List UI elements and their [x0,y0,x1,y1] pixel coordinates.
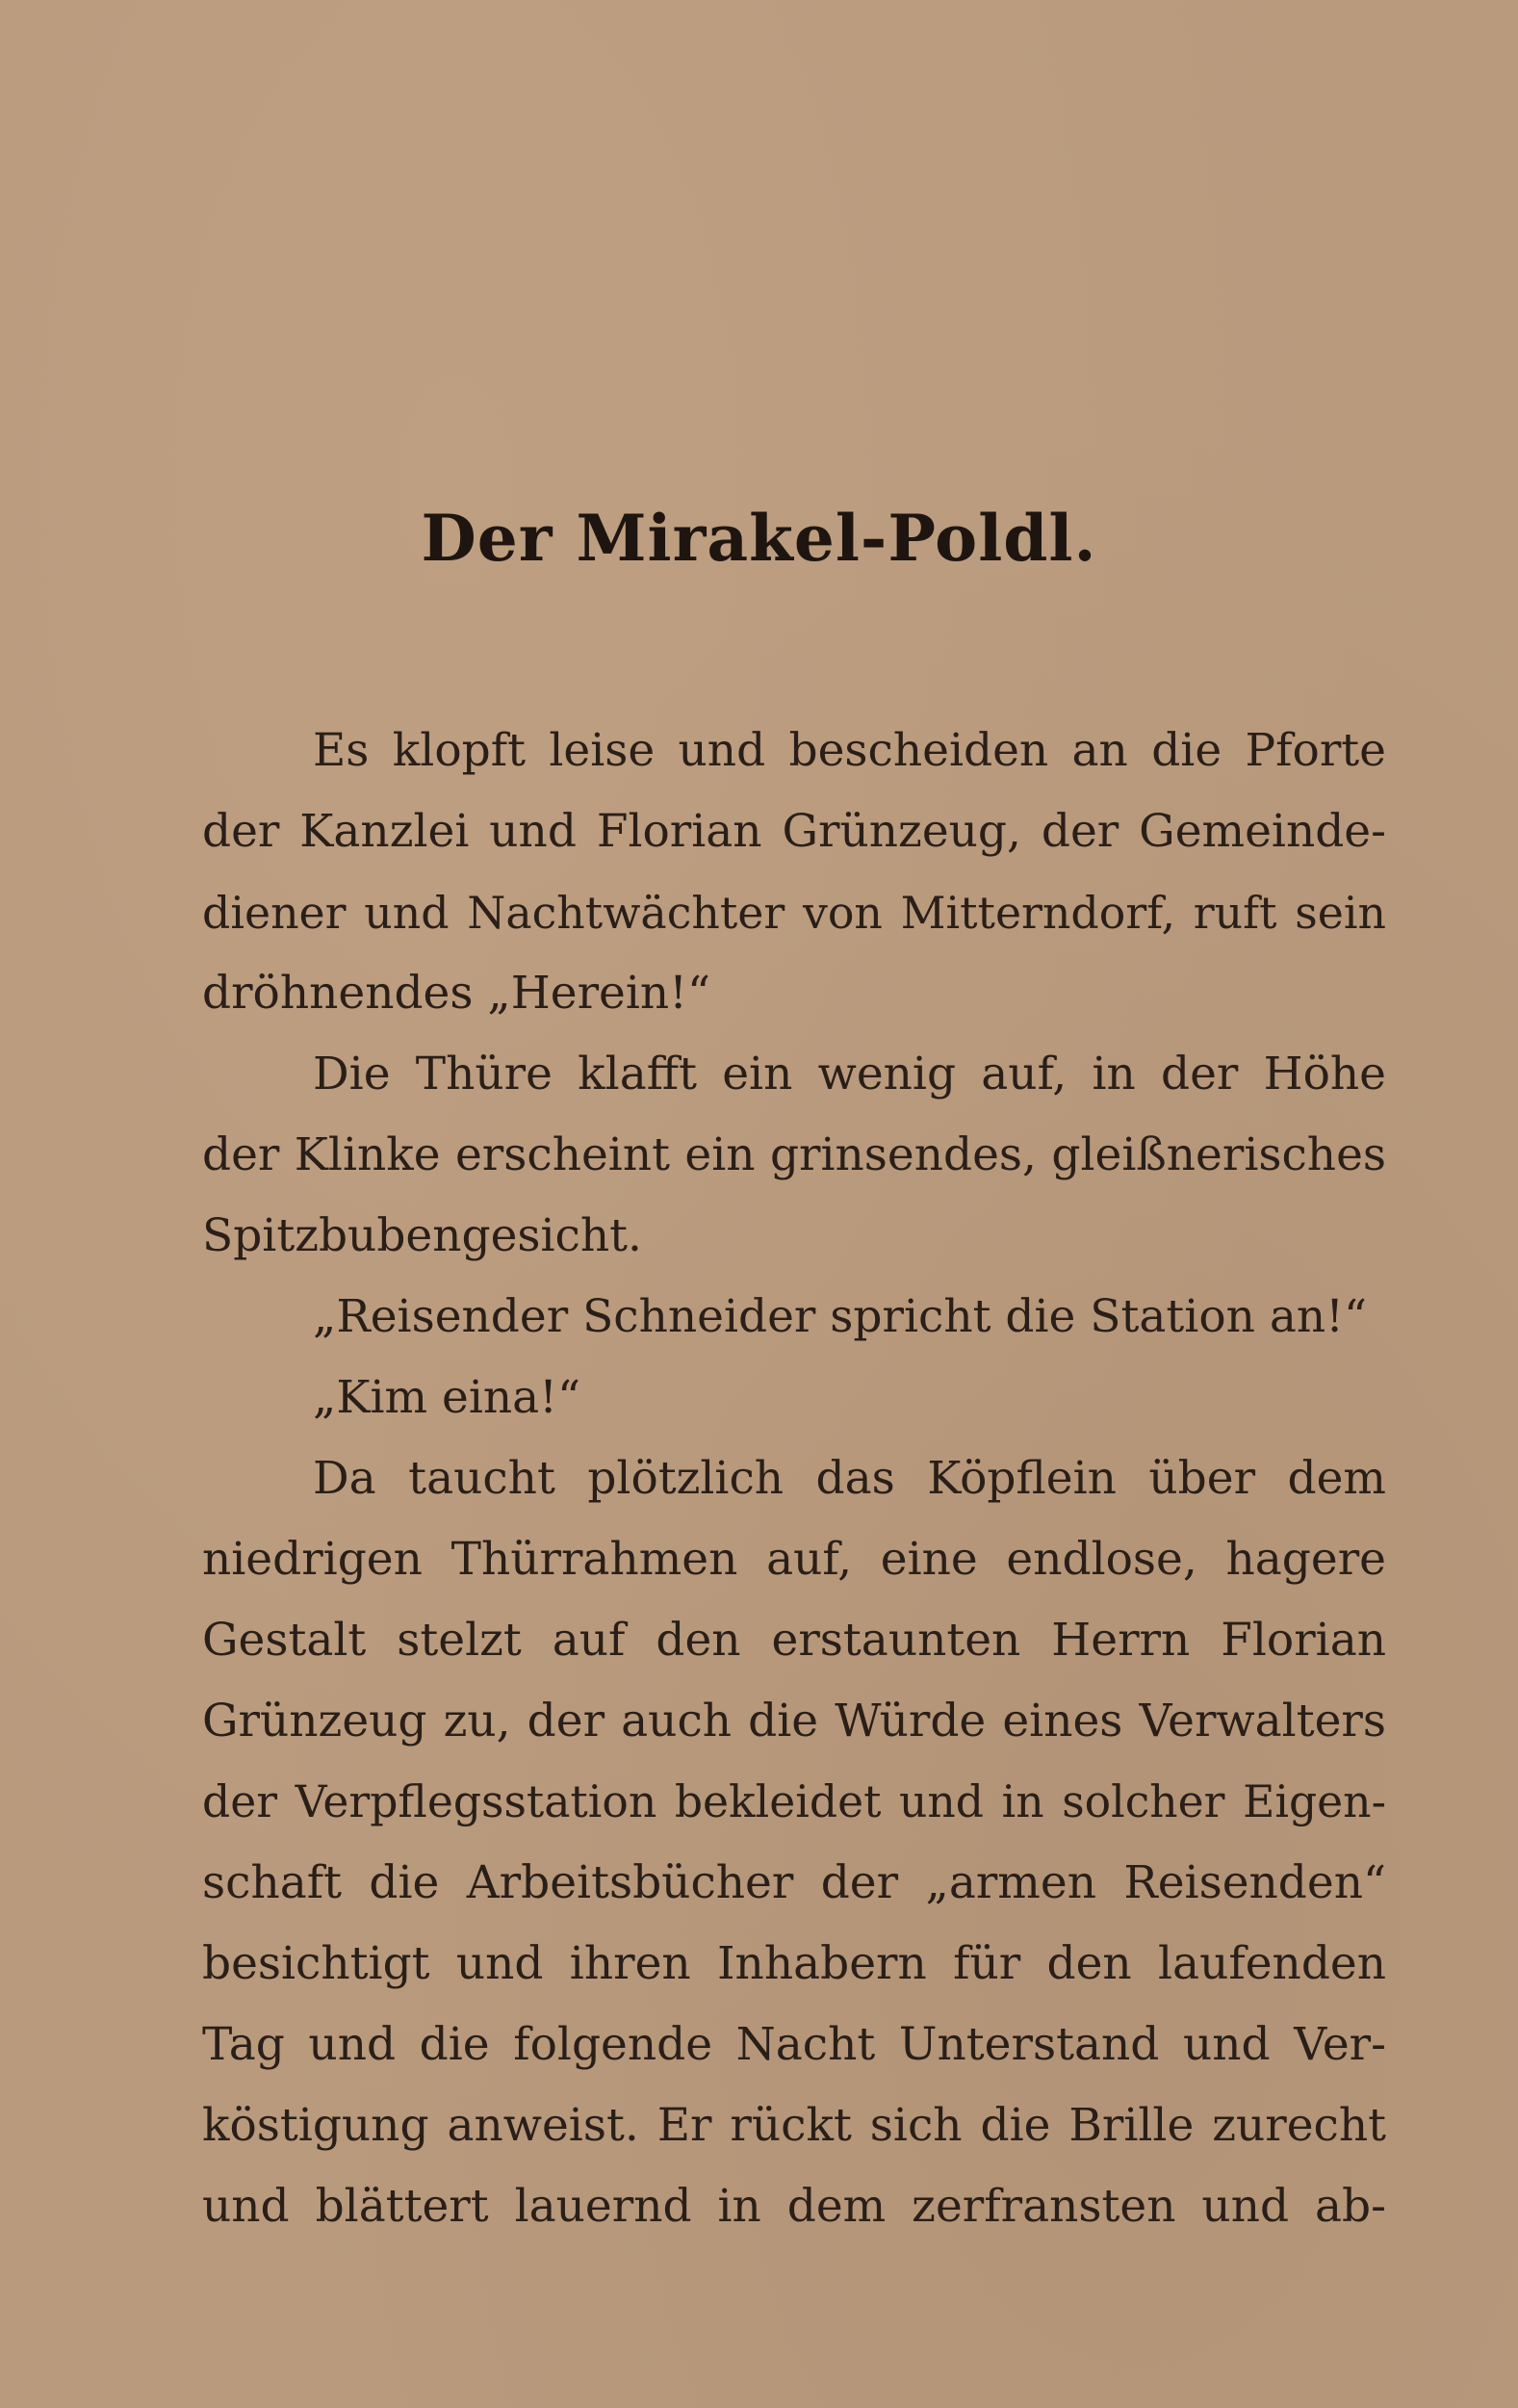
text-line: der Klinke erscheint ein grinsendes, gleißnerisches [202,1128,1386,1181]
text-line: Da taucht plötzlich das Köpflein über dem [313,1452,1386,1505]
text-line: Es klopft leise und bescheiden an die Pforte [313,724,1386,777]
text-line: Gestalt stelzt auf den erstaunten Herrn Florian [202,1614,1386,1667]
text-line: köstigung anweist. Er rückt sich die Brille zurecht [202,2099,1386,2152]
text-line: „Reisender Schneider spricht die Station an!“ [313,1290,1368,1343]
text-line: diener und Nachtwächter von Mitterndorf, ruft sein [202,887,1386,939]
text-line: niedrigen Thürrahmen auf, eine endlose, hagere [202,1533,1386,1586]
text-line: besichtigt und ihren Inhabern für den laufenden [202,1937,1386,1990]
text-line: dröhnendes „Herein!“ [202,967,711,1020]
body-text [202,711,1386,2247]
text-line: der Kanzlei und Florian Grünzeug, der Gemeinde- [202,805,1386,858]
text-line: Die Thüre klafft ein wenig auf, in der Höhe [313,1048,1386,1100]
text-line: und blättert lauernd in dem zerfransten und ab- [202,2180,1386,2233]
chapter-title: Der Mirakel-Poldl. [421,501,1097,576]
text-line: „Kim eina!“ [313,1371,581,1424]
text-line: Spitzbubengesicht. [202,1209,642,1262]
text-line: Tag und die folgende Nacht Unterstand und Ver- [202,2018,1386,2071]
text-line: Grünzeug zu, der auch die Würde eines Verwalters [202,1695,1386,1748]
text-line: der Verpflegsstation bekleidet und in solcher Eigen- [202,1776,1386,1827]
text-line: schaft die Arbeitsbücher der „armen Reisenden“ [202,1856,1386,1909]
